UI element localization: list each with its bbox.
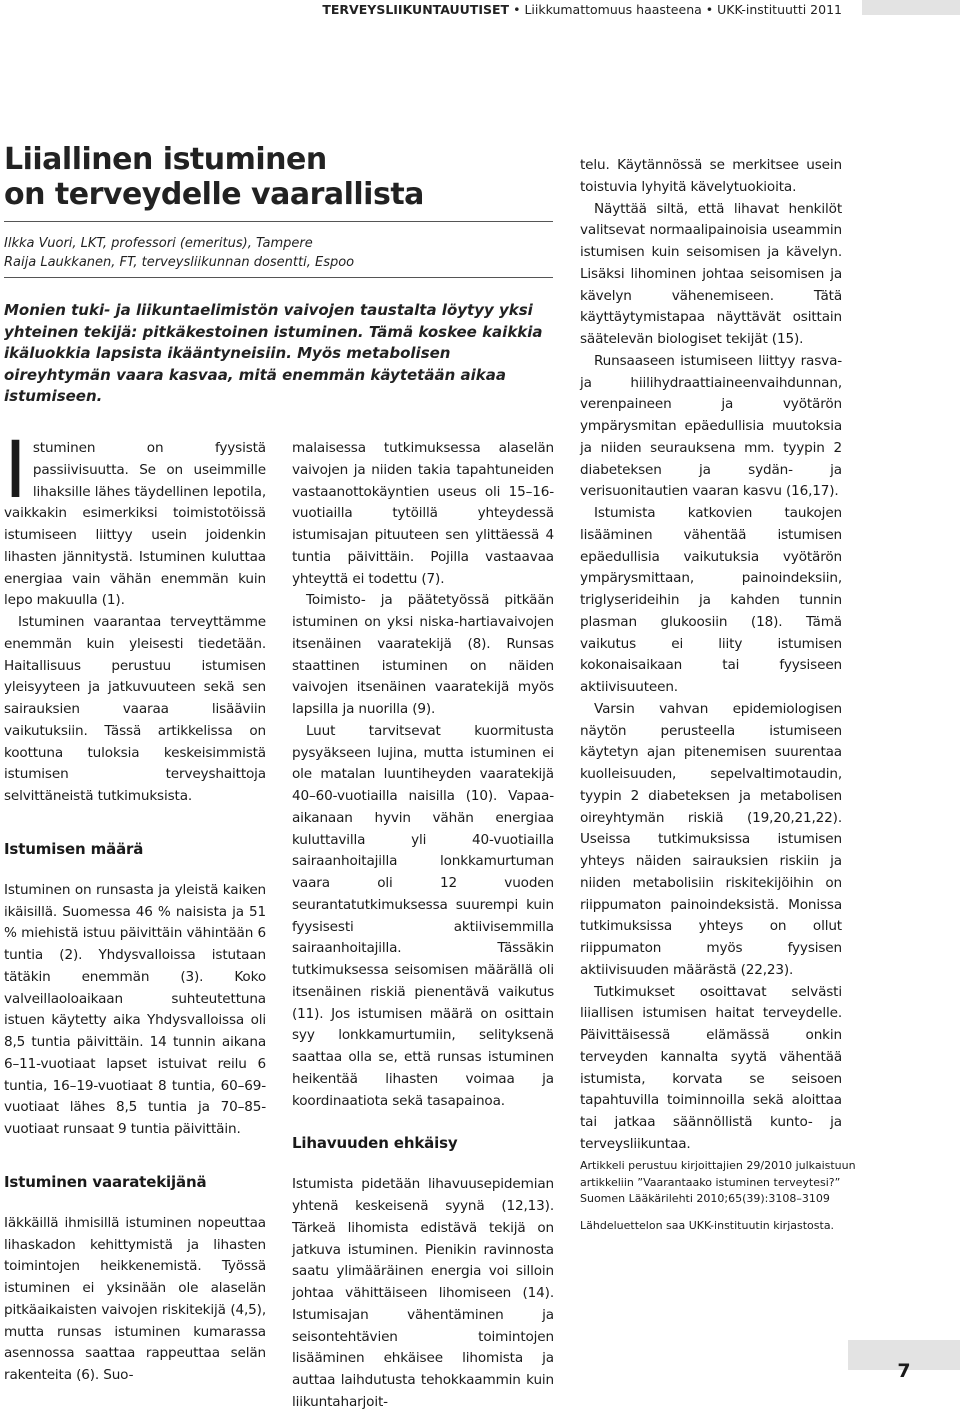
title-line-1: Liiallinen istuminen — [4, 142, 327, 177]
header-section: TERVEYSLIIKUNTAUUTISET — [322, 2, 510, 17]
section-heading: Istuminen vaaratekijänä — [4, 1172, 207, 1191]
header-institute: UKK-instituutti 2011 — [717, 2, 842, 17]
intro-paragraph — [4, 426, 266, 612]
article-title — [4, 142, 564, 212]
source-note — [580, 1158, 860, 1234]
authors-rule — [4, 277, 553, 278]
source-text: Artikkeli perustuu kirjoittajien 29/2010 julkaistuun artikkeliin ”Vaarantaako istuminen terveytesi?” Suomen Lääkärilehti 2010;65(39):3108–3109 — [580, 1159, 856, 1205]
header-bullet-2: • — [705, 2, 714, 17]
references-note: Lähdeluettelon saa UKK-instituutin kirjastosta. — [580, 1218, 835, 1232]
drop-cap: I — [4, 426, 27, 516]
intro-text: stuminen on fyysistä passiivisuutta. Se on useimmille lihaksille lähes täydellinen lepotila, vaikkakin esimerkiksi toimistotöissä istumiseen liittyy usein joidenkin lihasten jännitystä. Istuminen kuluttaa energiaa vain vähän enemmän kuin lepo makuulla (1). — [4, 440, 266, 609]
lead-paragraph: Monien tuki- ja liikuntaelimistön vaivojen taustalta löytyy yksi yhteinen tekijä: pitkäkestoinen istuminen. Tämä koskee kaikkia ikäluokkia lapsista ikääntyneisiin. Myös metabolisen oireyhtymän vaara kasvaa, mitä enemmän käytetään aikaa istumiseen. — [4, 301, 543, 405]
author-2: Raija Laukkanen, FT, terveysliikunnan dosentti, Espoo — [4, 255, 355, 270]
header-decor-bar — [862, 0, 960, 15]
paragraph: Iäkkäillä ihmisillä istuminen nopeuttaa lihaskadon kehittymistä ja lihasten toimintojen heikkenemistä. Työssä istuminen ei yksinään ole alaselän pitkäaikaisten vaivojen riskitekijä (4,5), mutta runsas istuminen kumarassa asennossa saattaa rappeuttaa selän rakenteita (6). Suo- — [4, 1214, 266, 1383]
paragraph: telu. Käytännössä se merkitsee usein toistuvia lyhyitä kävelytuokioita. — [580, 157, 842, 195]
paragraph: Istuminen vaarantaa terveyttämme enemmän kuin yleisesti tiedetään. Haitallisuus perustuu istumisen yleisyyteen ja jatkuvuuteen sekä sen sairauksien vaaraa lisääviin vaikutuksiin. Tässä artikkelissa on koottuna tuloksia keskeisimmistä istumisen terveyshaittoja selvittäneistä tutkimuksista. — [4, 614, 266, 804]
author-1: Ilkka Vuori, LKT, professori (emeritus), Tampere — [4, 236, 313, 251]
paragraph: Näyttää siltä, että lihavat henkilöt valitsevat normaalipainoisia useammin istumisen kuin seisomisen ja kävelyn. Lisäksi lihominen johtaa seisomisen ja kävelyn vähenemiseen. Tätä käyttäytymistapaa näyttävät osittain säätelevän biologiset tekijät (15). — [580, 200, 842, 347]
paragraph: Istumista katkovien taukojen lisääminen vähentää istumisen epäedullisia vaikutuksia vyötärön ympärysmittaan, painoindeksiin, triglyserideihin ja kahden tunnin plasman glukoosiin (18). Tämä vaikutus ei liity istumisen kokonaisaikaan tai fyysiseen aktiivisuuteen. — [580, 505, 842, 695]
header-bullet: • — [513, 2, 521, 17]
section-heading: Istumisen määrä — [4, 839, 144, 858]
column-2 — [292, 438, 554, 1414]
paragraph: Toimisto- ja päätetyössä pitkään istuminen on yksi niska-hartiavaivojen itsenäinen vaaratekijä (8). Runsas staattinen istuminen on näiden vaivojen itsenäinen vaaratekijä myös lapsilla ja nuorilla (9). — [292, 592, 554, 717]
page-number: 7 — [897, 1360, 911, 1382]
column-1 — [4, 426, 266, 1387]
running-header — [322, 2, 842, 17]
paragraph: Istuminen on runsasta ja yleistä kaiken ikäisillä. Suomessa 46 % naisista ja 51 % miehistä istuu päivittäin vähintään 6 tuntia (2). Yhdysvalloissa istutaan tätäkin enemmän (3). Koko valveillaoloaikaan suhteutettuna istuen käytetty aika Yhdysvalloissa oli 8,5 tuntia päivittäin. 14 tunnin aikana 6–11-vuotiaat lapset istuivat reilu 6 tuntia, 16–19-vuotiaat 8 tuntia, 60–69-vuotiaat lähes 8,5 tuntia ja 70–85-vuotiaat runsaat 9 tuntia päivittäin. — [4, 881, 266, 1137]
title-line-2: on terveydelle vaarallista — [4, 177, 424, 212]
paragraph: Luut tarvitsevat kuormitusta pysyäkseen lujina, mutta istuminen ei ole matalan luuntiheyden vaaratekijä 40–60-vuotiailla naisilla (10). Vapaa-aikanaan hyvin vähän energiaa kuluttavilla yli 40-vuotiailla sairaanhoitajilla lonkkamurtuman vaara oli 12 vuoden seurantatutkimuksessa suurempi kuin fyysisesti aktiivisemmilla sairaanhoitajilla. Tässäkin tutkimuksessa seisomisen määrällä oli itsenäinen riskiä pienentävä vaikutus (11). Jos istumisen määrä on osittain syy lonkkamurtumiin, selityksenä saattaa olla se, että runsas istuminen heikentää lihasten voimaa ja koordinaatiota sekä tasapainoa. — [292, 722, 554, 1109]
header-publication: Liikkumattomuus haasteena — [524, 2, 702, 17]
paragraph: Tutkimukset osoittavat selvästi liiallisen istumisen haitat terveydelle. Päivittäisessä elämässä onkin terveyden kannalta syytä vähentää istumista, korvata se seisoen tapahtuvilla toiminnoilla sekä aloittaa tai jatkaa säännöllistä kunto- ja terveysliikuntaa. — [580, 983, 842, 1152]
section-heading: Lihavuuden ehkäisy — [292, 1134, 458, 1153]
title-rule — [4, 221, 553, 222]
paragraph: Varsin vahvan epidemiologisen näytön perusteella istumiseen käytetyn ajan pitenemisen suurentaa kuolleisuuden, sepelvaltimotaudin, tyypin 2 diabeteksen ja metabolisen oireyhtymän riskiä (19,20,21,22). Useissa tutkimuksissa istumisen yhteys näiden sairauksien riskiin ja niiden metabolisiin riskitekijöihin on riippumaton painoindeksistä. Monissa tutkimuksissa yhteys on ollut riippumaton myös fyysisen aktiivisuuden määrästä (22,23). — [580, 700, 842, 978]
paragraph: malaisessa tutkimuksessa alaselän vaivojen ja niiden takia tapahtuneiden vastaanottokäyntien useus oli 15–16-vuotiailla tytöillä yhteydessä istumisajan pituuteen sen ylittäessä 4 tuntia päivittäin. Pojilla vastaavaa yhteyttä ei todettu (7). — [292, 440, 554, 587]
column-3 — [580, 155, 842, 1156]
paragraph: Istumista pidetään lihavuusepidemian yhtenä keskeisenä syynä (12,13). Tärkeä lihomista edistävä tekijä on jatkuva istuminen. Pienikin ravinnosta saatu ylimääräinen energia voi silloin johtaa vähittäiseen lihomiseen (14). Istumisajan vähentäminen ja seisontehtävien toimintojen lisääminen ehkäisee lihomista ja auttaa laihdutusta tehokkaammin kuin liikuntaharjoit- — [292, 1176, 554, 1410]
paragraph: Runsaaseen istumiseen liittyy rasva- ja hiilihydraattiaineenvaihdunnan, verenpaineen ja vyötärön ympärysmitan epäedullisia muutoksia ja niiden seurauksena mm. tyypin 2 diabeteksen ja sydän- ja verisuonitautien vaaran kasvu (16,17). — [580, 352, 842, 500]
authors — [4, 234, 564, 272]
